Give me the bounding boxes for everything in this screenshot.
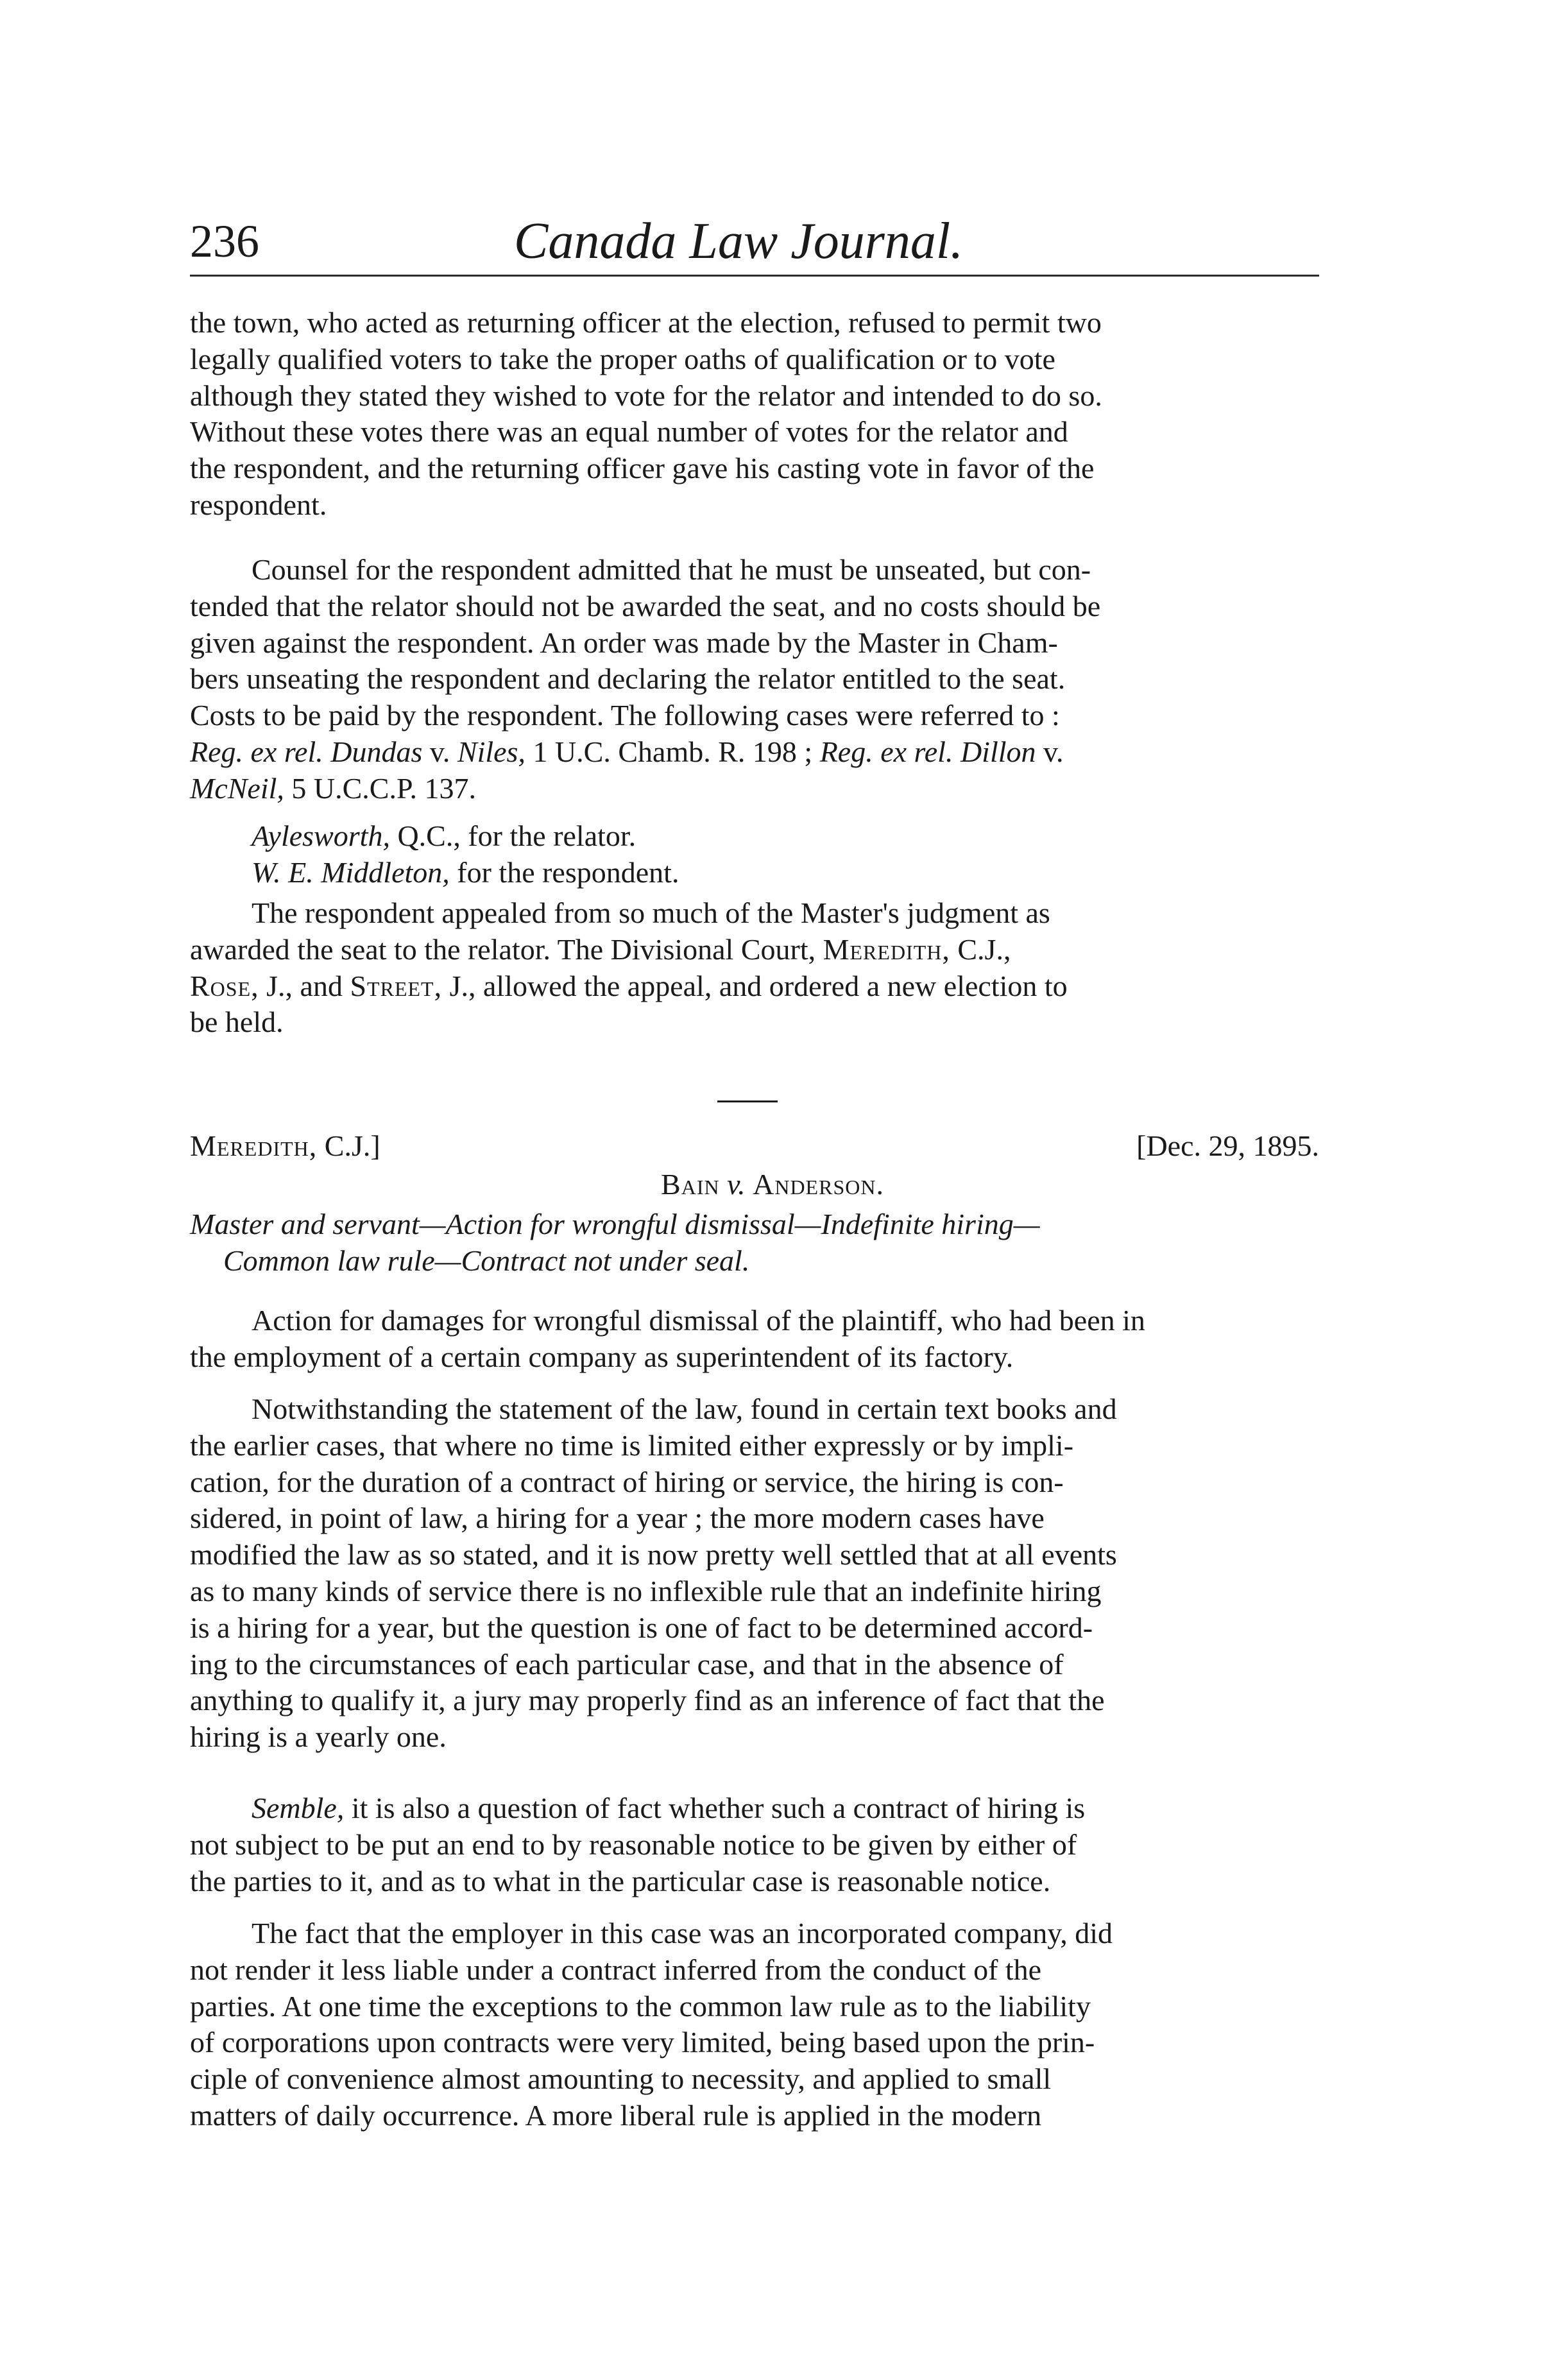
case-judge — [190, 1128, 380, 1164]
text-line: ing to the circumstances of each particular case, and that in the absence of — [190, 1647, 1064, 1681]
citation-line — [190, 771, 1319, 807]
text-line — [190, 932, 1319, 968]
text-line: parties. At one time the exceptions to the common law rule as to the liability — [190, 1989, 1091, 2023]
running-head — [190, 210, 1319, 287]
text-line: sidered, in point of law, a hiring for a year ; the more modern cases have — [190, 1502, 1045, 1535]
header-rule — [190, 275, 1319, 277]
text-line: cation, for the duration of a contract of hiring or service, the hiring is con- — [190, 1465, 1064, 1498]
paragraph-action — [190, 1303, 1319, 1376]
text-line: bers unseating the respondent and declaring the relator entitled to the seat. — [190, 662, 1066, 696]
citation-party: Niles, — [457, 735, 525, 768]
text-line: Counsel for the respondent admitted that he must be unseated, but con- — [252, 553, 1091, 586]
judge-title: C.J.] — [324, 1129, 380, 1162]
citation-line — [190, 734, 1319, 771]
text-line: respondent. — [190, 488, 327, 521]
text-line: modified the law as so stated, and it is now pretty well settled that at all events — [190, 1538, 1117, 1571]
text-segment: J., allowed the appeal, and ordered a new election to — [449, 969, 1068, 1002]
text-line: the parties to it, and as to what in the particular case is reasonable notice. — [190, 1864, 1051, 1897]
judge-name: Meredith, — [823, 932, 950, 966]
plaintiff-name: Bain — [661, 1168, 720, 1201]
citation-versus: v. — [429, 735, 450, 768]
page-number: 236 — [190, 216, 259, 267]
text-line: matters of daily occurrence. A more liberal rule is applied in the modern — [190, 2098, 1042, 2132]
text-line: is a hiring for a year, but the question is one of fact to be determined accord- — [190, 1611, 1093, 1644]
case-date: [Dec. 29, 1895. — [1136, 1129, 1319, 1162]
text-line: the town, who acted as returning officer at the election, refused to permit two — [190, 306, 1102, 339]
text-line: not subject to be put an end to by reasonable notice to be given by either of — [190, 1828, 1077, 1861]
text-line: The respondent appealed from so much of the Master's judgment as — [252, 896, 1050, 929]
text-line: hiring is a yearly one. — [190, 1720, 447, 1754]
text-line: as to many kinds of service there is no inflexible rule that an indefinite hiring — [190, 1574, 1102, 1607]
text-segment: it is also a question of fact whether such a contract of hiring is — [351, 1792, 1086, 1824]
paragraph-holding — [190, 1391, 1319, 1756]
text-line: Notwithstanding the statement of the law, found in certain text books and — [252, 1392, 1117, 1425]
citation-reference: 1 U.C. Chamb. R. 198 ; — [533, 735, 813, 768]
case-title — [0, 1167, 1545, 1203]
text-line: Costs to be paid by the respondent. The following cases were referred to : — [190, 699, 1060, 732]
counsel-respondent — [252, 855, 679, 891]
case-versus: v. — [727, 1168, 746, 1201]
judge-name: Rose, — [190, 969, 259, 1002]
text-line: tended that the relator should not be awarded the seat, and no costs should be — [190, 589, 1101, 622]
text-line: although they stated they wished to vote for the relator and intended to do so. — [190, 379, 1102, 412]
text-line — [190, 1790, 1319, 1827]
paragraph-appeal — [190, 895, 1319, 1041]
text-segment: J., and — [266, 969, 343, 1002]
section-divider — [717, 1100, 778, 1102]
text-line: the employment of a certain company as superintendent of its factory. — [190, 1340, 1014, 1373]
counsel-relator — [252, 818, 636, 854]
text-line: The fact that the employer in this case was an incorporated company, did — [252, 1917, 1113, 1949]
text-segment: C.J., — [957, 932, 1011, 966]
paragraph-corporation — [190, 1915, 1319, 2134]
counsel-name: W. E. Middleton, — [252, 856, 450, 889]
citation-case-name: Reg. ex rel. Dillon — [819, 735, 1036, 768]
semble-word: Semble, — [252, 1792, 345, 1824]
citation-party: McNeil, — [190, 771, 284, 805]
counsel-role: Q.C., for the relator. — [397, 819, 636, 852]
text-line: given against the respondent. An order was made by the Master in Cham- — [190, 626, 1058, 659]
text-line: the respondent, and the returning officer gave his casting vote in favor of the — [190, 452, 1095, 485]
headnote-line: Common law rule—Contract not under seal. — [223, 1244, 750, 1277]
citation-case-name: Reg. ex rel. Dundas — [190, 735, 423, 768]
judge-name: Street, — [350, 969, 443, 1002]
text-line: of corporations upon contracts were very limited, being based upon the prin- — [190, 2026, 1095, 2059]
paragraph-continuation — [190, 305, 1319, 524]
text-line: ciple of convenience almost amounting to necessity, and applied to small — [190, 2062, 1052, 2096]
text-line: Action for damages for wrongful dismissal of the plaintiff, who had been in — [252, 1304, 1145, 1337]
paragraph-counsel-argument — [190, 552, 1319, 807]
text-line: the earlier cases, that where no time is limited either expressly or by impli- — [190, 1428, 1074, 1462]
text-line: Without these votes there was an equal number of votes for the relator and — [190, 415, 1068, 449]
defendant-name: Anderson. — [753, 1168, 884, 1201]
citation-versus: v. — [1043, 735, 1064, 768]
headnote-line: Master and servant—Action for wrongful dismissal—Indefinite hiring— — [190, 1208, 1040, 1240]
paragraph-semble — [190, 1790, 1319, 1899]
text-line: anything to qualify it, a jury may properly find as an inference of fact that the — [190, 1684, 1105, 1717]
judge-name: Meredith, — [190, 1129, 318, 1162]
text-segment: awarded the seat to the relator. The Divisional Court, — [190, 932, 816, 966]
text-line: legally qualified voters to take the proper oaths of qualification or to vote — [190, 342, 1055, 375]
text-line: not render it less liable under a contract inferred from the conduct of the — [190, 1953, 1042, 1986]
journal-title: Canada Law Journal. — [514, 213, 964, 270]
text-line — [190, 968, 1319, 1005]
headnote — [190, 1206, 1319, 1280]
citation-reference: 5 U.C.C.P. 137. — [291, 771, 476, 805]
text-line: be held. — [190, 1006, 284, 1039]
counsel-name: Aylesworth, — [252, 819, 390, 852]
counsel-role: for the respondent. — [457, 856, 679, 889]
